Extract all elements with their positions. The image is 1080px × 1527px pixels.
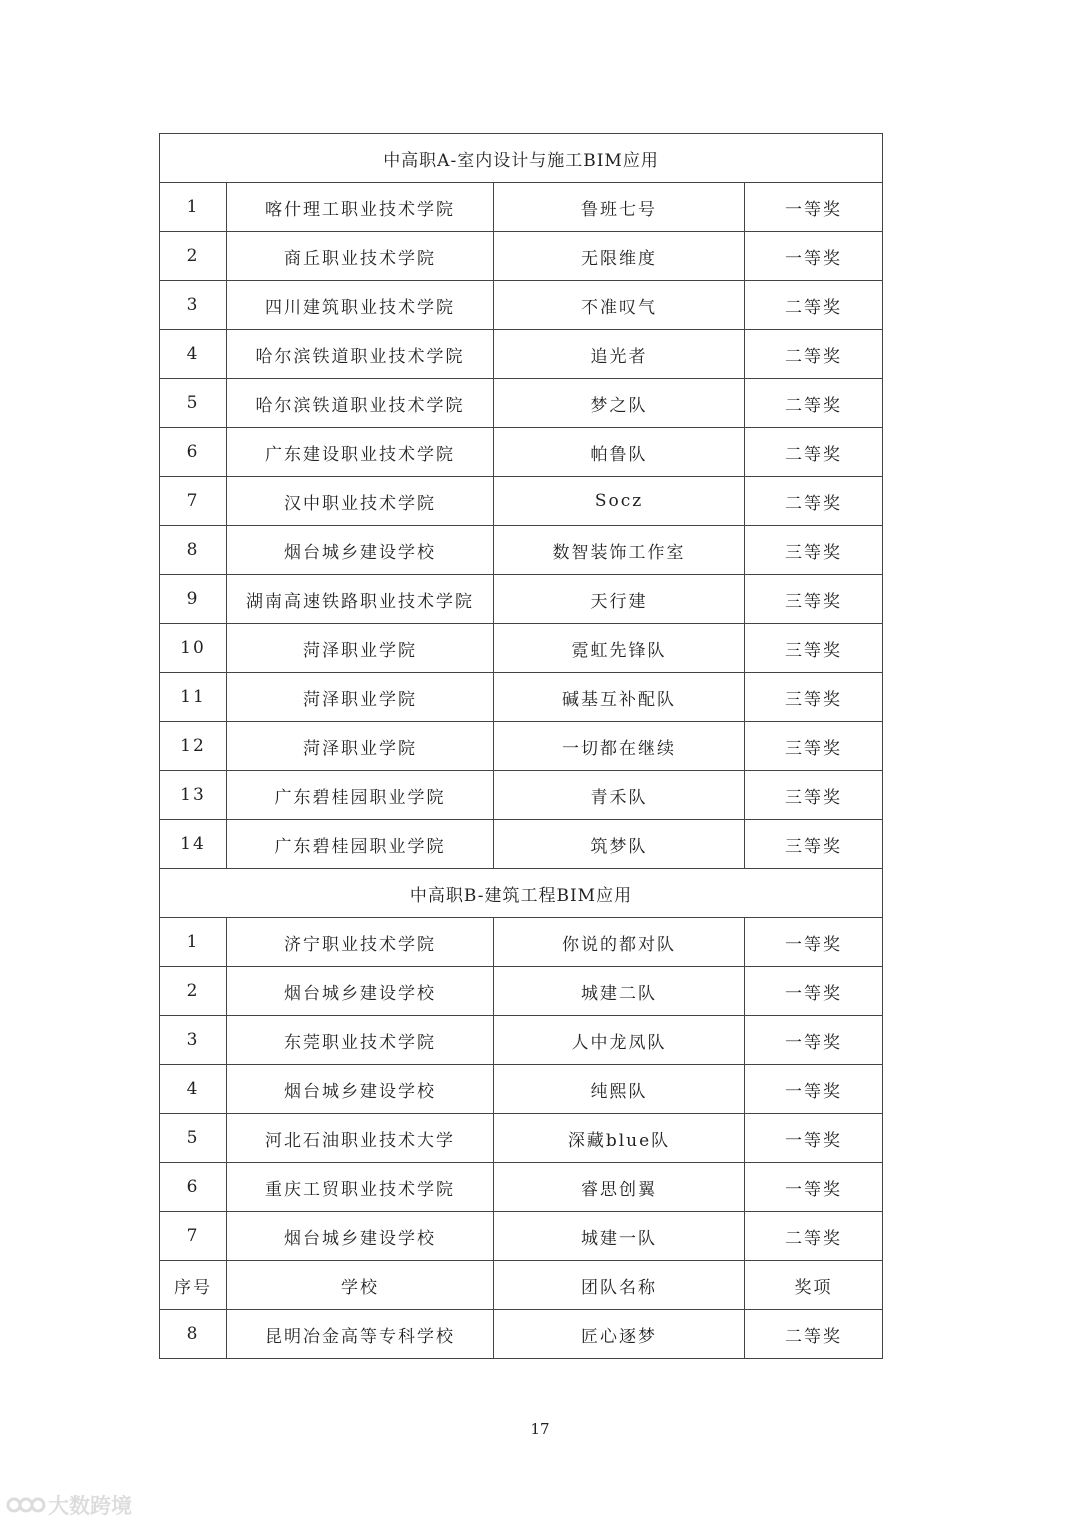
- table-row: [160, 918, 883, 967]
- cell-team: 数智装饰工作室: [494, 526, 745, 575]
- cell-school: 菏泽职业学院: [227, 624, 494, 673]
- cell-no: 5: [160, 379, 227, 428]
- cell-award: 一等奖: [745, 967, 883, 1016]
- cell-school: 四川建筑职业技术学院: [227, 281, 494, 330]
- section-header-row: [160, 134, 883, 183]
- cell-team: 不准叹气: [494, 281, 745, 330]
- table-row: [160, 232, 883, 281]
- cell-award: 一等奖: [745, 1114, 883, 1163]
- cell-award: 二等奖: [745, 1212, 883, 1261]
- cell-school: 商丘职业技术学院: [227, 232, 494, 281]
- cell-school: 学校: [227, 1261, 494, 1310]
- cell-team: 城建二队: [494, 967, 745, 1016]
- table-row: [160, 477, 883, 526]
- cell-award: 一等奖: [745, 1065, 883, 1114]
- cell-no: 5: [160, 1114, 227, 1163]
- table-row: [160, 183, 883, 232]
- cell-award: 一等奖: [745, 1163, 883, 1212]
- cell-team: 你说的都对队: [494, 918, 745, 967]
- cell-school: 重庆工贸职业技术学院: [227, 1163, 494, 1212]
- cell-award: 三等奖: [745, 575, 883, 624]
- cell-no: 3: [160, 281, 227, 330]
- cell-school: 河北石油职业技术大学: [227, 1114, 494, 1163]
- cell-school: 湖南高速铁路职业技术学院: [227, 575, 494, 624]
- cell-no: 12: [160, 722, 227, 771]
- cell-team: 睿思创翼: [494, 1163, 745, 1212]
- cell-no: 2: [160, 967, 227, 1016]
- cell-team: 深藏blue队: [494, 1114, 745, 1163]
- cell-award: 二等奖: [745, 477, 883, 526]
- cell-no: 2: [160, 232, 227, 281]
- column-header-row: [160, 1261, 883, 1310]
- cell-award: 三等奖: [745, 820, 883, 869]
- table-row: [160, 1310, 883, 1359]
- table-row: [160, 967, 883, 1016]
- table-row: [160, 820, 883, 869]
- cell-award: 二等奖: [745, 330, 883, 379]
- cell-award: 二等奖: [745, 281, 883, 330]
- table-row: [160, 379, 883, 428]
- table-row: [160, 428, 883, 477]
- cell-award: 一等奖: [745, 232, 883, 281]
- cell-school: 汉中职业技术学院: [227, 477, 494, 526]
- cell-team: 城建一队: [494, 1212, 745, 1261]
- cell-award: 奖项: [745, 1261, 883, 1310]
- cell-team: 鲁班七号: [494, 183, 745, 232]
- cell-school: 广东建设职业技术学院: [227, 428, 494, 477]
- cell-school: 哈尔滨铁道职业技术学院: [227, 379, 494, 428]
- cell-team: 匠心逐梦: [494, 1310, 745, 1359]
- cell-award: 二等奖: [745, 428, 883, 477]
- cell-school: 烟台城乡建设学校: [227, 1065, 494, 1114]
- cell-no: 9: [160, 575, 227, 624]
- page-number: 17: [530, 1420, 550, 1438]
- cell-no: 1: [160, 918, 227, 967]
- table-row: [160, 281, 883, 330]
- cell-no: 7: [160, 1212, 227, 1261]
- cell-no: 14: [160, 820, 227, 869]
- cell-team: Socz: [494, 477, 745, 526]
- cell-award: 一等奖: [745, 1016, 883, 1065]
- table-row: [160, 1016, 883, 1065]
- section-title: 中高职B-建筑工程BIM应用: [160, 869, 883, 918]
- cell-team: 青禾队: [494, 771, 745, 820]
- cell-award: 一等奖: [745, 918, 883, 967]
- cell-no: 3: [160, 1016, 227, 1065]
- cell-no: 4: [160, 1065, 227, 1114]
- table-row: [160, 1065, 883, 1114]
- cell-team: 一切都在继续: [494, 722, 745, 771]
- table-row: [160, 722, 883, 771]
- cell-school: 菏泽职业学院: [227, 722, 494, 771]
- cell-no: 7: [160, 477, 227, 526]
- cell-no: 8: [160, 1310, 227, 1359]
- cell-team: 追光者: [494, 330, 745, 379]
- cell-team: 帕鲁队: [494, 428, 745, 477]
- cell-no: 序号: [160, 1261, 227, 1310]
- cell-team: 人中龙凤队: [494, 1016, 745, 1065]
- awards-table-body: [160, 134, 883, 1359]
- cell-team: 纯熙队: [494, 1065, 745, 1114]
- cell-award: 三等奖: [745, 673, 883, 722]
- cell-no: 6: [160, 1163, 227, 1212]
- cell-school: 菏泽职业学院: [227, 673, 494, 722]
- cell-no: 13: [160, 771, 227, 820]
- cell-team: 团队名称: [494, 1261, 745, 1310]
- cell-award: 三等奖: [745, 624, 883, 673]
- cell-no: 4: [160, 330, 227, 379]
- cell-school: 烟台城乡建设学校: [227, 526, 494, 575]
- table-row: [160, 771, 883, 820]
- cell-award: 二等奖: [745, 1310, 883, 1359]
- table-row: [160, 575, 883, 624]
- cell-school: 广东碧桂园职业学院: [227, 771, 494, 820]
- table-row: [160, 1163, 883, 1212]
- cell-school: 济宁职业技术学院: [227, 918, 494, 967]
- cell-award: 三等奖: [745, 722, 883, 771]
- cell-award: 三等奖: [745, 771, 883, 820]
- cell-school: 哈尔滨铁道职业技术学院: [227, 330, 494, 379]
- awards-table: [159, 133, 883, 1359]
- cell-school: 烟台城乡建设学校: [227, 967, 494, 1016]
- cell-team: 天行建: [494, 575, 745, 624]
- cell-no: 11: [160, 673, 227, 722]
- cell-award: 三等奖: [745, 526, 883, 575]
- cell-school: 昆明冶金高等专科学校: [227, 1310, 494, 1359]
- cell-no: 1: [160, 183, 227, 232]
- cell-team: 无限维度: [494, 232, 745, 281]
- cell-team: 梦之队: [494, 379, 745, 428]
- cell-school: 东莞职业技术学院: [227, 1016, 494, 1065]
- watermark: [6, 1490, 132, 1520]
- cell-award: 一等奖: [745, 183, 883, 232]
- cell-no: 8: [160, 526, 227, 575]
- table-row: [160, 673, 883, 722]
- section-header-row: [160, 869, 883, 918]
- table-row: [160, 1212, 883, 1261]
- cell-school: 烟台城乡建设学校: [227, 1212, 494, 1261]
- table-row: [160, 526, 883, 575]
- cell-team: 筑梦队: [494, 820, 745, 869]
- cell-no: 10: [160, 624, 227, 673]
- watermark-logo-icon: [6, 1491, 46, 1519]
- section-title: 中高职A-室内设计与施工BIM应用: [160, 134, 883, 183]
- cell-award: 二等奖: [745, 379, 883, 428]
- cell-team: 碱基互补配队: [494, 673, 745, 722]
- watermark-text: 大数跨境: [48, 1494, 132, 1518]
- table-row: [160, 1114, 883, 1163]
- cell-school: 喀什理工职业技术学院: [227, 183, 494, 232]
- table-row: [160, 624, 883, 673]
- cell-team: 霓虹先锋队: [494, 624, 745, 673]
- cell-no: 6: [160, 428, 227, 477]
- cell-school: 广东碧桂园职业学院: [227, 820, 494, 869]
- table-row: [160, 330, 883, 379]
